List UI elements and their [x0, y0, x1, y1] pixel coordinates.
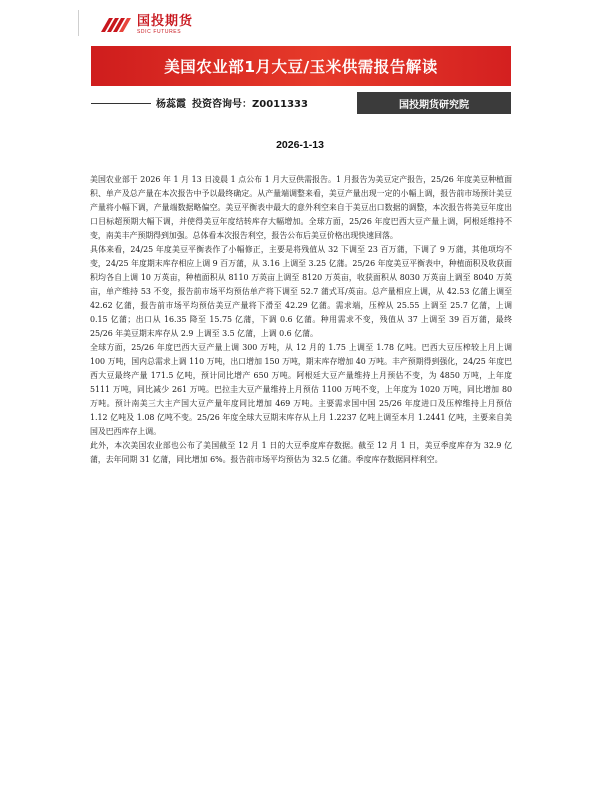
report-date: 2026-1-13	[276, 139, 324, 151]
body-paragraph: 全球方面，25/26 年度巴西大豆产量上调 300 万吨，从 12 月的 1.75 上调至 1.78 亿吨。巴西大豆压榨较上月上调 100 万吨，国内总需求上调 110 万吨，出口增加 150 万吨，期末库存增加 40 万吨。丰产预期得到强化，24/25 年度巴西大豆最终产量 171.5 亿吨，预计同比增产 650 万吨。阿根廷大豆产量维持上月预估不变，为 4850 万吨，上年度 5111 万吨，同比减少 261 万吨。巴拉圭大豆产量维持上月预估 1100 万吨不变，上年度为 1020 万吨，同比增加 80 万吨。预计南美三大主产国大豆产量年度同比增加 469 万吨。主要需求国中国 25/26 年度进口及压榨维持上月预估 1.12 亿吨及 1.08 亿吨不变。25/26 年度全球大豆期末库存从上月 1.2237 亿吨上调至本月 1.2441 亿吨，主要来自美国及巴西库存上调。	[90, 343, 512, 436]
header-divider	[78, 10, 79, 36]
author-info	[156, 95, 314, 110]
sdic-logo-icon	[99, 12, 133, 38]
author-rule	[91, 103, 151, 104]
logo-english-text: SDIC FUTURES	[137, 29, 182, 35]
author-name: 杨蕊霞	[156, 99, 186, 110]
title-banner	[91, 46, 511, 86]
institute-badge	[357, 92, 511, 114]
body-paragraph: 具体来看，24/25 年度美豆平衡表作了小幅修正，主要是将残值从 32 下调至 23 百万蒲，下调了 9 万蒲，其他项均不变，24/25 年度期末库存相应上调 9 百万蒲，从 3.16 上调至 3.25 亿蒲。25/26 年度美豆平衡表中，种植面积及收获面积均各自上调 10 万英亩，种植面积从 8110 万英亩上调至 8120 万英亩，收获面积从 8030 万英亩上调至 8040 万英亩，单产维持 53 不变，报告前市场平均预估单产将下调至 52.7 蒲式耳/英亩。总产量相应上调，从 42.53 亿蒲上调至 42.62 亿蒲，报告前市场平均预估美豆产量将下滑至 42.29 亿蒲。需求端，压榨从 25.55 上调至 25.7 亿蒲，上调 0.15 亿蒲；出口从 16.35 降至 15.75 亿蒲，下调 0.6 亿蒲。种用需求不变，残值从 37 上调至 39 百万蒲，最终 25/26 年美豆期末库存从 2.9 上调至 3.5 亿蒲，上调 0.6 亿蒲。	[90, 245, 512, 338]
report-title: 美国农业部1月大豆/玉米供需报告解读	[164, 58, 438, 76]
institute-name: 国投期货研究院	[399, 99, 469, 111]
logo-chinese-text: 国投期货	[137, 14, 194, 29]
report-body	[90, 173, 512, 467]
company-logo	[99, 12, 193, 38]
body-paragraph: 美国农业部于 2026 年 1 月 13 日凌晨 1 点公布 1 月大豆供需报告。1 月报告为美豆定产报告，25/26 年度美豆种植面积、单产及总产量在本次报告中予以最终确定。从产量端调整来看，美豆产量出现一定的小幅上调，报告前市场预计美豆产量将小幅下调，产量端数据略偏空。美豆平衡表中最大的意外利空来自于美豆出口数据的调整，本次报告将美豆年度出口目标超预期大幅下调，并使得美豆年度结转库存大幅增加。全球方面，25/26 年度巴西大豆产量上调，阿根廷维持不变，南美丰产预期得到加强。总体看本次报告利空，报告公布后美豆价格出现快速回落。	[90, 175, 512, 240]
author-license: 投资咨询号：Z0011333	[192, 99, 308, 110]
body-paragraph: 此外，本次美国农业部也公布了美国截至 12 月 1 日的大豆季度库存数据。截至 12 月 1 日，美豆季度库存为 32.9 亿蒲，去年同期 31 亿蒲，同比增加 6%。报告前市场平均预估为 32.5 亿蒲。季度库存数据同样利空。	[90, 441, 512, 464]
report-header	[0, 0, 600, 50]
